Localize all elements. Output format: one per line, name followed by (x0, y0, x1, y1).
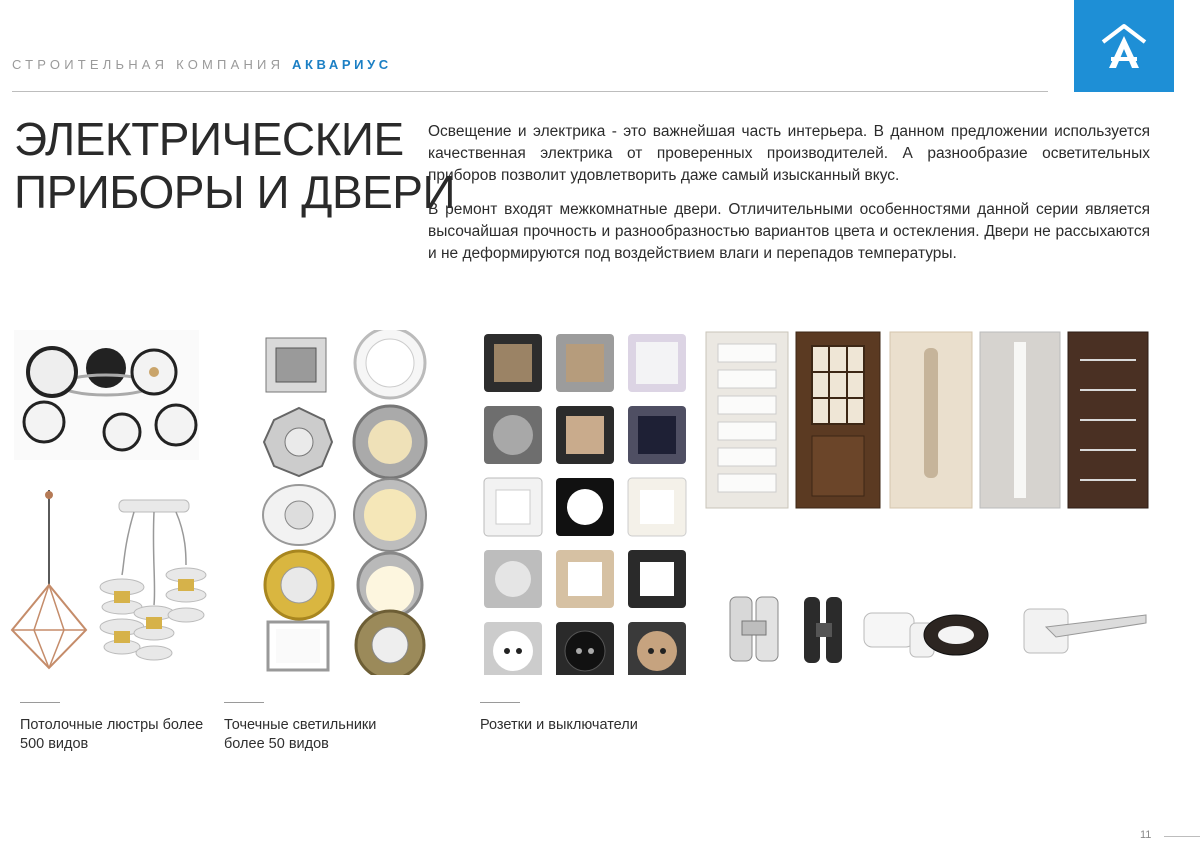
chandelier-image-2 (4, 490, 94, 675)
sockets-switches-image (480, 330, 690, 675)
company-brand: АКВАРИУС (292, 57, 392, 72)
page-title (14, 113, 455, 219)
caption-divider-chandeliers (20, 702, 60, 703)
chandelier-image-3 (94, 495, 216, 667)
intro-paragraph-2: В ремонт входят межкомнатные двери. Отличительными особенностями данной серии является высочайшая прочность и разнообразностью вариантов цвета и остекления. Двери не рассыхаются и не деформируются под воздействием влаги и перепадов температуры. (428, 201, 1150, 262)
company-logo (1074, 0, 1174, 92)
title-line-2: ПРИБОРЫ И ДВЕРИ (14, 166, 456, 218)
chandelier-image-1 (14, 330, 199, 460)
hinges-handles-image (716, 585, 1166, 675)
company-name (12, 57, 392, 72)
caption-divider-sockets (480, 702, 520, 703)
intro-text (428, 121, 1150, 277)
caption-chandeliers: Потолочные люстры более 500 видов (20, 717, 204, 752)
house-letter-a-icon (1099, 22, 1149, 72)
company-prefix: СТРОИТЕЛЬНАЯ КОМПАНИЯ (12, 57, 285, 72)
caption-sockets: Розетки и выключатели (480, 717, 638, 733)
page-number-divider (1164, 836, 1200, 837)
page-number: 11 (1140, 829, 1152, 841)
doors-image (704, 330, 1150, 510)
header-divider (12, 91, 1048, 92)
intro-paragraph-1: Освещение и электрика - это важнейшая часть интерьера. В данном предложении используется качественная электрика от проверенных производителей. А разнообразие осветительных приборов позволит удовлетворить даже самый изысканный вкус. (428, 123, 1150, 184)
caption-divider-spotlights (224, 702, 264, 703)
title-line-1: ЭЛЕКТРИЧЕСКИЕ (14, 113, 404, 165)
caption-spotlights: Точечные светильники более 50 видов (224, 717, 377, 752)
spotlights-image (254, 330, 434, 675)
